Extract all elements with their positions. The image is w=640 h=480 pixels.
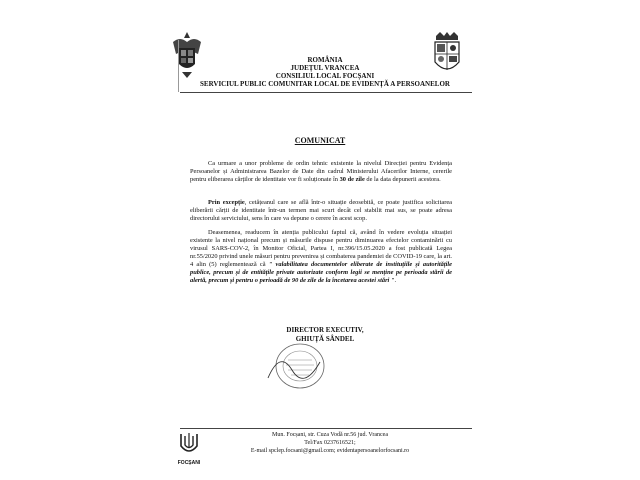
paragraph-1-text: Ca urmare a unor probleme de ordin tehnic existente la nivelul Direcției pentru Evidența Persoanelor și Administrarea Bazelor de Date din cadrul Ministerului Afacerilor Interne, cererile pentru eliberarea cărților de identitate vor fi soluționate în — [190, 160, 452, 183]
header-service: SERVICIUL PUBLIC COMUNITAR LOCAL DE EVIDENȚĂ A PERSOANELOR — [200, 80, 450, 88]
footer-address: Mun. Focșani, str. Cuza Vodă nr.56 jud. Vrancea — [272, 432, 388, 438]
institution-header — [180, 56, 470, 88]
paragraph-3-quote: " valabilitatea documentelor eliberate de instituțiile și autoritățile publice, precum și de entitățile private autorizate conform legii se menține pe perioada stării de alertă, precum și pentru o perioadă de 90 de zile de la încetarea acestei stări " — [190, 261, 452, 284]
signature-name: GHIUȚĂ SÂNDEL — [295, 335, 355, 343]
paragraph-1 — [190, 160, 452, 184]
header-council: CONSILIUL LOCAL FOCȘANI — [275, 72, 375, 80]
paragraph-2 — [190, 199, 452, 223]
footer-email: E-mail spclep.focsani@gmail.com; evidentapersoanelorfocsani.ro — [250, 448, 410, 454]
official-stamp-icon — [262, 340, 332, 390]
signature-role: DIRECTOR EXECUTIV, — [286, 326, 364, 334]
paragraph-1-tail: de la data depunerii acestora. — [364, 176, 441, 183]
header-rule — [180, 92, 472, 93]
document-title: COMUNICAT — [294, 136, 346, 145]
paragraph-2-bold: Prin excepție — [208, 199, 245, 206]
paragraph-1-bold: 30 de zile — [339, 176, 365, 183]
footer-rule — [180, 428, 472, 429]
header-country: ROMÂNIA — [307, 56, 343, 64]
paragraph-2-text: , cetățeanul care se află într-o situație deosebită, ce poate justifica solicitarea eliberării cărții de identitate într-un termen mai scurt decât cel stabilit mai sus, se poate adresa directorului serviciului, sens în care va depune o cerere în acest scop. — [190, 199, 452, 222]
paragraph-3 — [190, 229, 452, 285]
footer-logo-label: FOCȘANI — [177, 460, 201, 466]
header-vertical-line — [178, 40, 179, 92]
footer-telfax: Tel/Fax 0237616521; — [304, 440, 356, 446]
header-county: JUDEȚUL VRANCEA — [290, 64, 360, 72]
footer-contact — [210, 431, 450, 455]
paragraph-3-text: Deasemenea, readucem în atenția publicului faptul că, având în vedere evoluția situației existente la nivel național precum și măsurile dispuse pentru diminuarea efectelor contaminării cu virusul SARS-COV-2, în Monitor Oficial, Partea I, nr.396/15.05.2020 a fost publicată Legea nr.55/2020 privind unele măsuri pentru prevenirea și combaterea pandemiei de COVID-19 care, la art. 4 alin (5) reglementează că — [190, 229, 452, 268]
paragraph-3-tail: . — [394, 277, 397, 284]
focsani-logo-icon — [178, 430, 200, 458]
